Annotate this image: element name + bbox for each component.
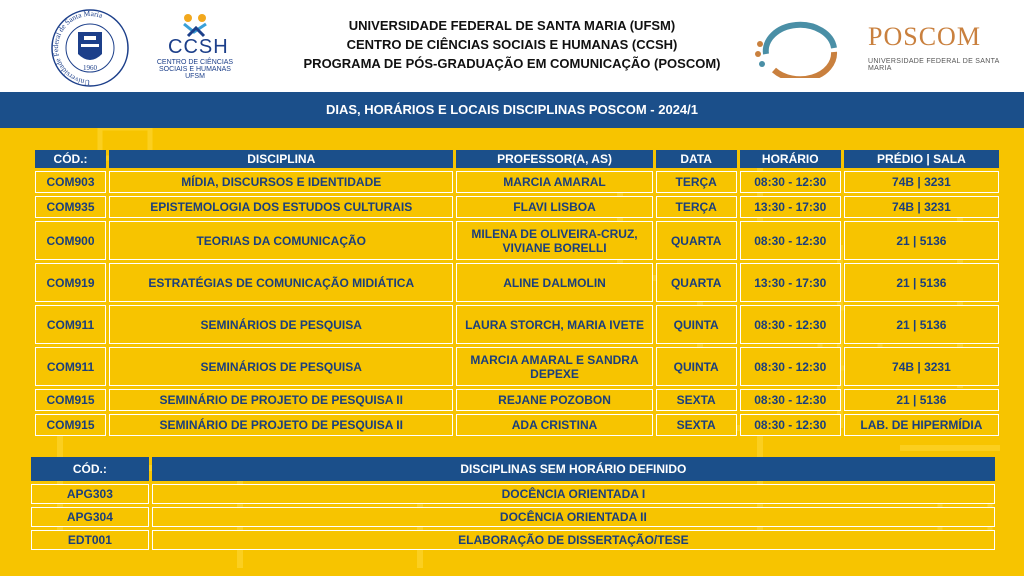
table-row xyxy=(35,347,999,386)
cell-professor: REJANE POZOBON xyxy=(456,389,652,411)
cell-code: COM919 xyxy=(35,263,106,302)
poscom-subtitle: UNIVERSIDADE FEDERAL DE SANTA MARIA xyxy=(868,58,1000,72)
cell-professor: ALINE DALMOLIN xyxy=(456,263,652,302)
cell-professor: FLAVI LISBOA xyxy=(456,196,652,218)
cell-time: 13:30 - 17:30 xyxy=(740,263,841,302)
cell-discipline: SEMINÁRIOS DE PESQUISA xyxy=(109,305,453,344)
undefined-schedule-table xyxy=(28,454,998,553)
poscom-logo-icon xyxy=(752,14,848,78)
table-row xyxy=(35,389,999,411)
cell-room: 74B | 3231 xyxy=(844,171,999,193)
schedule-banner: DIAS, HORÁRIOS E LOCAIS DISCIPLINAS POSCOM - 2024/1 xyxy=(0,92,1024,128)
cell-time: 08:30 - 12:30 xyxy=(740,389,841,411)
cell-day: SEXTA xyxy=(656,414,737,436)
cell-code: COM903 xyxy=(35,171,106,193)
cell-room: 21 | 5136 xyxy=(844,305,999,344)
cell-professor: MARCIA AMARAL xyxy=(456,171,652,193)
schedule-table xyxy=(32,147,1002,439)
cell-day: QUARTA xyxy=(656,221,737,260)
cell-discipline: SEMINÁRIOS DE PESQUISA xyxy=(109,347,453,386)
cell-discipline: TEORIAS DA COMUNICAÇÃO xyxy=(109,221,453,260)
table-row xyxy=(35,221,999,260)
cell-code: APG303 xyxy=(31,484,149,504)
col-header-discipline: DISCIPLINA xyxy=(109,150,453,168)
col-header-time: HORÁRIO xyxy=(740,150,841,168)
col-header-code: CÓD.: xyxy=(31,457,149,481)
cell-code: COM911 xyxy=(35,305,106,344)
cell-time: 08:30 - 12:30 xyxy=(740,171,841,193)
cell-discipline: ELABORAÇÃO DE DISSERTAÇÃO/TESE xyxy=(152,530,995,550)
cell-day: TERÇA xyxy=(656,171,737,193)
ufsm-year: 1960 xyxy=(83,64,97,72)
table-row xyxy=(35,414,999,436)
cell-room: 21 | 5136 xyxy=(844,221,999,260)
table-row xyxy=(31,484,995,504)
table-row xyxy=(31,507,995,527)
col-header-professor: PROFESSOR(A, AS) xyxy=(456,150,652,168)
table-row xyxy=(35,171,999,193)
heading-line-2: CENTRO DE CIÊNCIAS SOCIAIS E HUMANAS (CCSH) xyxy=(346,37,678,52)
cell-day: TERÇA xyxy=(656,196,737,218)
cell-code: COM915 xyxy=(35,414,106,436)
cell-discipline: SEMINÁRIO DE PROJETO DE PESQUISA II xyxy=(109,414,453,436)
table-row xyxy=(35,196,999,218)
cell-time: 08:30 - 12:30 xyxy=(740,305,841,344)
cell-discipline: ESTRATÉGIAS DE COMUNICAÇÃO MIDIÁTICA xyxy=(109,263,453,302)
col-header-room: PRÉDIO | SALA xyxy=(844,150,999,168)
table-row xyxy=(31,530,995,550)
col-header-discipline: DISCIPLINAS SEM HORÁRIO DEFINIDO xyxy=(152,457,995,481)
ccsh-subtitle: CENTRO DE CIÊNCIAS SOCIAIS E HUMANAS UFSM xyxy=(156,59,234,80)
cell-room: LAB. DE HIPERMÍDIA xyxy=(844,414,999,436)
cell-professor: ADA CRISTINA xyxy=(456,414,652,436)
cell-professor: MILENA DE OLIVEIRA-CRUZ, VIVIANE BORELLI xyxy=(456,221,652,260)
cell-discipline: SEMINÁRIO DE PROJETO DE PESQUISA II xyxy=(109,389,453,411)
cell-time: 08:30 - 12:30 xyxy=(740,347,841,386)
schedule-header-row xyxy=(35,150,999,168)
cell-room: 74B | 3231 xyxy=(844,196,999,218)
page-header xyxy=(0,0,1024,92)
ccsh-title: CCSH xyxy=(168,36,229,58)
cell-discipline: EPISTEMOLOGIA DOS ESTUDOS CULTURAIS xyxy=(109,196,453,218)
cell-time: 08:30 - 12:30 xyxy=(740,221,841,260)
cell-discipline: DOCÊNCIA ORIENTADA I xyxy=(152,484,995,504)
col-header-day: DATA xyxy=(656,150,737,168)
table-row xyxy=(35,305,999,344)
heading-line-3: PROGRAMA DE PÓS-GRADUAÇÃO EM COMUNICAÇÃO (POSCOM) xyxy=(303,56,721,71)
poscom-title: POSCOM xyxy=(868,22,981,51)
institution-heading xyxy=(250,16,774,73)
cell-discipline: MÍDIA, DISCURSOS E IDENTIDADE xyxy=(109,171,453,193)
cell-code: COM915 xyxy=(35,389,106,411)
cell-time: 08:30 - 12:30 xyxy=(740,414,841,436)
cell-code: COM935 xyxy=(35,196,106,218)
cell-day: QUINTA xyxy=(656,347,737,386)
undefined-header-row xyxy=(31,457,995,481)
col-header-code: CÓD.: xyxy=(35,150,106,168)
cell-code: APG304 xyxy=(31,507,149,527)
cell-discipline: DOCÊNCIA ORIENTADA II xyxy=(152,507,995,527)
cell-code: COM911 xyxy=(35,347,106,386)
cell-day: QUARTA xyxy=(656,263,737,302)
cell-room: 21 | 5136 xyxy=(844,263,999,302)
table-row xyxy=(35,263,999,302)
cell-professor: MARCIA AMARAL E SANDRA DEPEXE xyxy=(456,347,652,386)
heading-line-1: UNIVERSIDADE FEDERAL DE SANTA MARIA (UFSM) xyxy=(348,18,676,33)
cell-room: 21 | 5136 xyxy=(844,389,999,411)
cell-room: 74B | 3231 xyxy=(844,347,999,386)
cell-code: EDT001 xyxy=(31,530,149,550)
ufsm-ring-text: Universidade Federal de Santa Maria xyxy=(51,8,104,88)
cell-day: QUINTA xyxy=(656,305,737,344)
cell-day: SEXTA xyxy=(656,389,737,411)
cell-code: COM900 xyxy=(35,221,106,260)
cell-professor: LAURA STORCH, MARIA IVETE xyxy=(456,305,652,344)
cell-time: 13:30 - 17:30 xyxy=(740,196,841,218)
ufsm-seal-logo xyxy=(48,8,132,88)
